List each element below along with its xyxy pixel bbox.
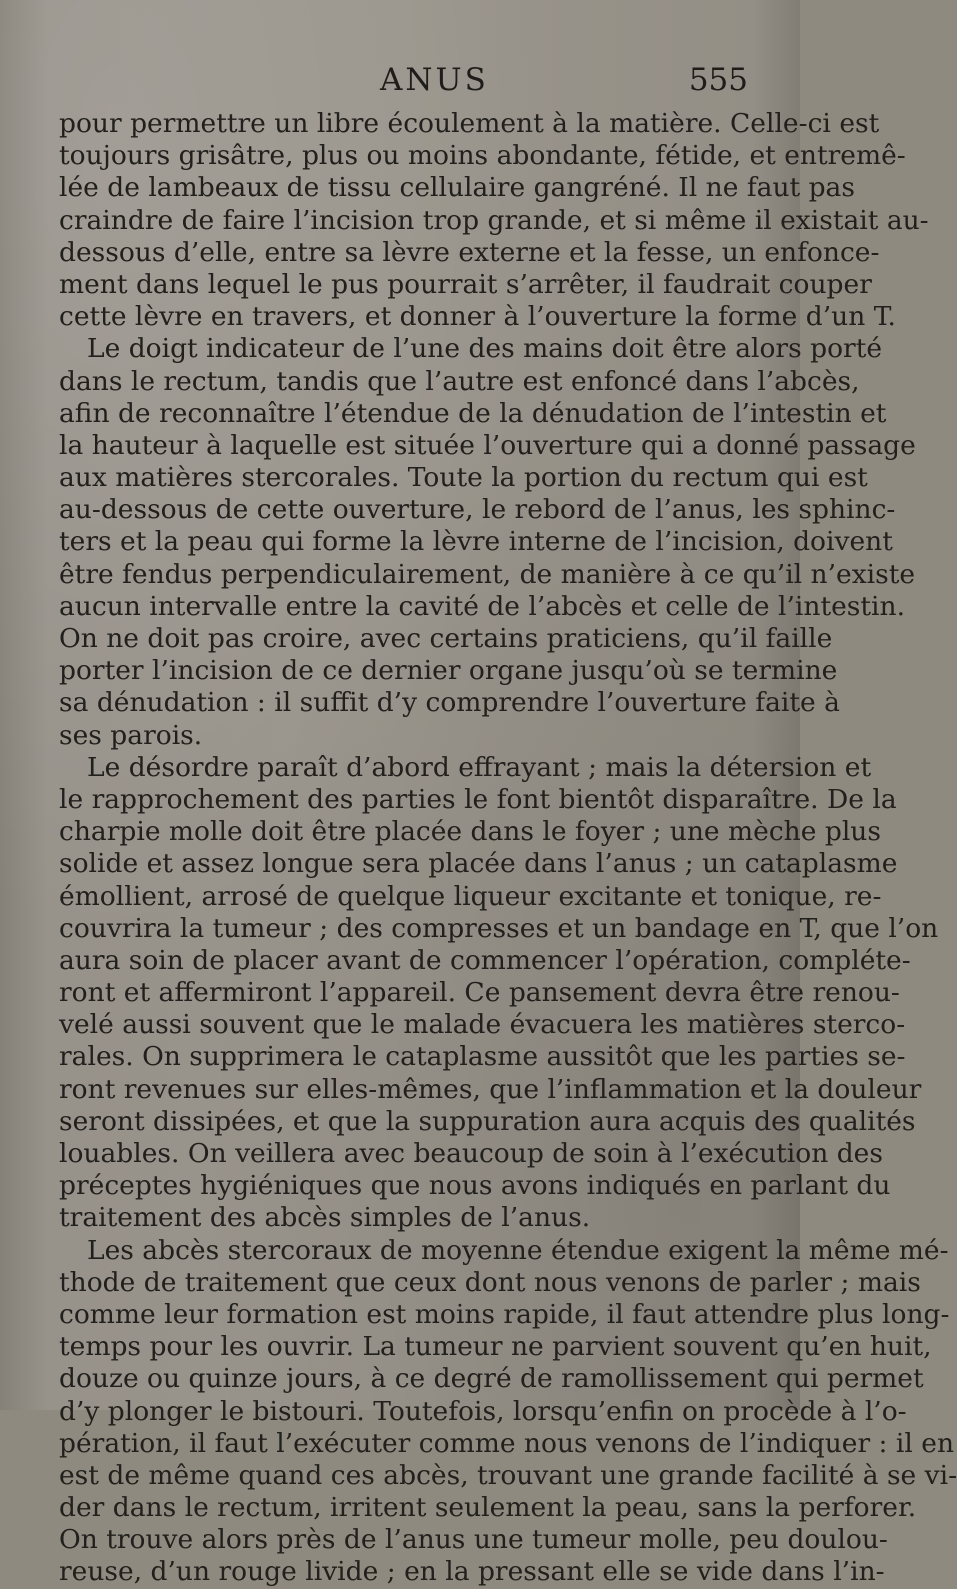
paragraph-start: Le désordre paraît d’abord effrayant ; mais la détersion et: [87, 751, 872, 783]
text-line: temps pour les ouvrir. La tumeur ne parvient souvent qu’en huit,: [59, 1331, 932, 1363]
text-line: douze ou quinze jours, à ce degré de ramollissement qui permet: [59, 1363, 924, 1395]
text-line: lée de lambeaux de tissu cellulaire gangréné. Il ne faut pas: [59, 172, 855, 204]
text-line: seront dissipées, et que la suppuration aura acquis des qualités: [59, 1105, 916, 1137]
text-line: comme leur formation est moins rapide, il faut attendre plus long-: [59, 1298, 950, 1330]
text-line: être fendus perpendiculairement, de manière à ce qu’il n’existe: [59, 558, 916, 590]
text-line: pour permettre un libre écoulement à la matière. Celle-ci est: [59, 108, 880, 139]
text-line: On trouve alors près de l’anus une tumeur molle, peu doulou-: [59, 1524, 888, 1556]
text-line: velé aussi souvent que le malade évacuera les matières sterco-: [59, 1009, 906, 1041]
text-line: thode de traitement que ceux dont nous venons de parler ; mais: [59, 1266, 921, 1298]
paragraph-start: Le doigt indicateur de l’une des mains doit être alors porté: [87, 333, 883, 365]
text-line: aura soin de placer avant de commencer l’opération, compléte-: [59, 944, 911, 976]
text-line: aux matières stercorales. Toute la portion du rectum qui est: [59, 462, 868, 494]
text-line: préceptes hygiéniques que nous avons indiqués en parlant du: [59, 1170, 891, 1202]
text-line: ront et affermiront l’appareil. Ce pansement devra être renou-: [59, 977, 900, 1009]
text-line: le rapprochement des parties le font bientôt disparaître. De la: [59, 783, 897, 815]
page-header: [60, 62, 760, 112]
text-line: couvrira la tumeur ; des compresses et un bandage en T, que l’on: [59, 912, 939, 944]
page-number: 555: [688, 62, 748, 98]
text-line: aucun intervalle entre la cavité de l’abcès et celle de l’intestin.: [59, 590, 906, 622]
text-line: solide et assez longue sera placée dans l’anus ; un cataplasme: [59, 848, 898, 880]
text-line: porter l’incision de ce dernier organe jusqu’où se termine: [59, 655, 838, 687]
text-line: dans le rectum, tandis que l’autre est enfoncé dans l’abcès,: [59, 365, 860, 397]
text-line: louables. On veillera avec beaucoup de soin à l’exécution des: [59, 1138, 883, 1169]
text-line: ters et la peau qui forme la lèvre interne de l’incision, doivent: [59, 526, 893, 558]
running-title: ANUS: [380, 62, 489, 98]
text-line: est de même quand ces abcès, trouvant une grande facilité à se vi-: [59, 1459, 957, 1491]
text-line: pération, il faut l’exécuter comme nous venons de l’indiquer : il en: [59, 1427, 955, 1459]
text-line: la hauteur à laquelle est située l’ouverture qui a donné passage: [59, 429, 916, 461]
text-line: toujours grisâtre, plus ou moins abondante, fétide, et entremê-: [59, 140, 906, 172]
paragraph-start: Les abcès stercoraux de moyenne étendue exigent la même mé-: [87, 1234, 949, 1266]
text-line: sa dénudation : il suffit d’y comprendre l’ouverture faite à: [59, 687, 840, 719]
text-line: traitement des abcès simples de l’anus.: [59, 1202, 591, 1234]
text-line: au-dessous de cette ouverture, le rebord de l’anus, les sphinc-: [59, 494, 896, 526]
text-line: der dans le rectum, irritent seulement la peau, sans la perforer.: [59, 1492, 917, 1524]
text-line: ment dans lequel le pus pourrait s’arrêter, il faudrait couper: [59, 268, 872, 300]
text-line: dessous d’elle, entre sa lèvre externe et la fesse, un enfonce-: [59, 236, 880, 268]
text-line: craindre de faire l’incision trop grande, et si même il existait au-: [59, 204, 929, 236]
text-line: d’y plonger le bistouri. Toutefois, lorsqu’enfin on procède à l’o-: [59, 1395, 907, 1427]
text-line: On ne doit pas croire, avec certains praticiens, qu’il faille: [59, 623, 833, 654]
text-line: émollient, arrosé de quelque liqueur excitante et tonique, re-: [59, 880, 882, 912]
body-text: [59, 108, 957, 1589]
text-line: cette lèvre en travers, et donner à l’ouverture la forme d’un T.: [59, 301, 896, 333]
text-line: charpie molle doit être placée dans le foyer ; une mèche plus: [59, 816, 881, 848]
text-line: ses parois.: [59, 719, 203, 751]
text-line: rales. On supprimera le cataplasme aussitôt que les parties se-: [59, 1041, 906, 1073]
text-line: reuse, d’un rouge livide ; en la pressant elle se vide dans l’in-: [59, 1556, 885, 1588]
text-line: afin de reconnaître l’étendue de la dénudation de l’intestin et: [59, 397, 887, 429]
text-line: ront revenues sur elles-mêmes, que l’inflammation et la douleur: [59, 1073, 922, 1105]
